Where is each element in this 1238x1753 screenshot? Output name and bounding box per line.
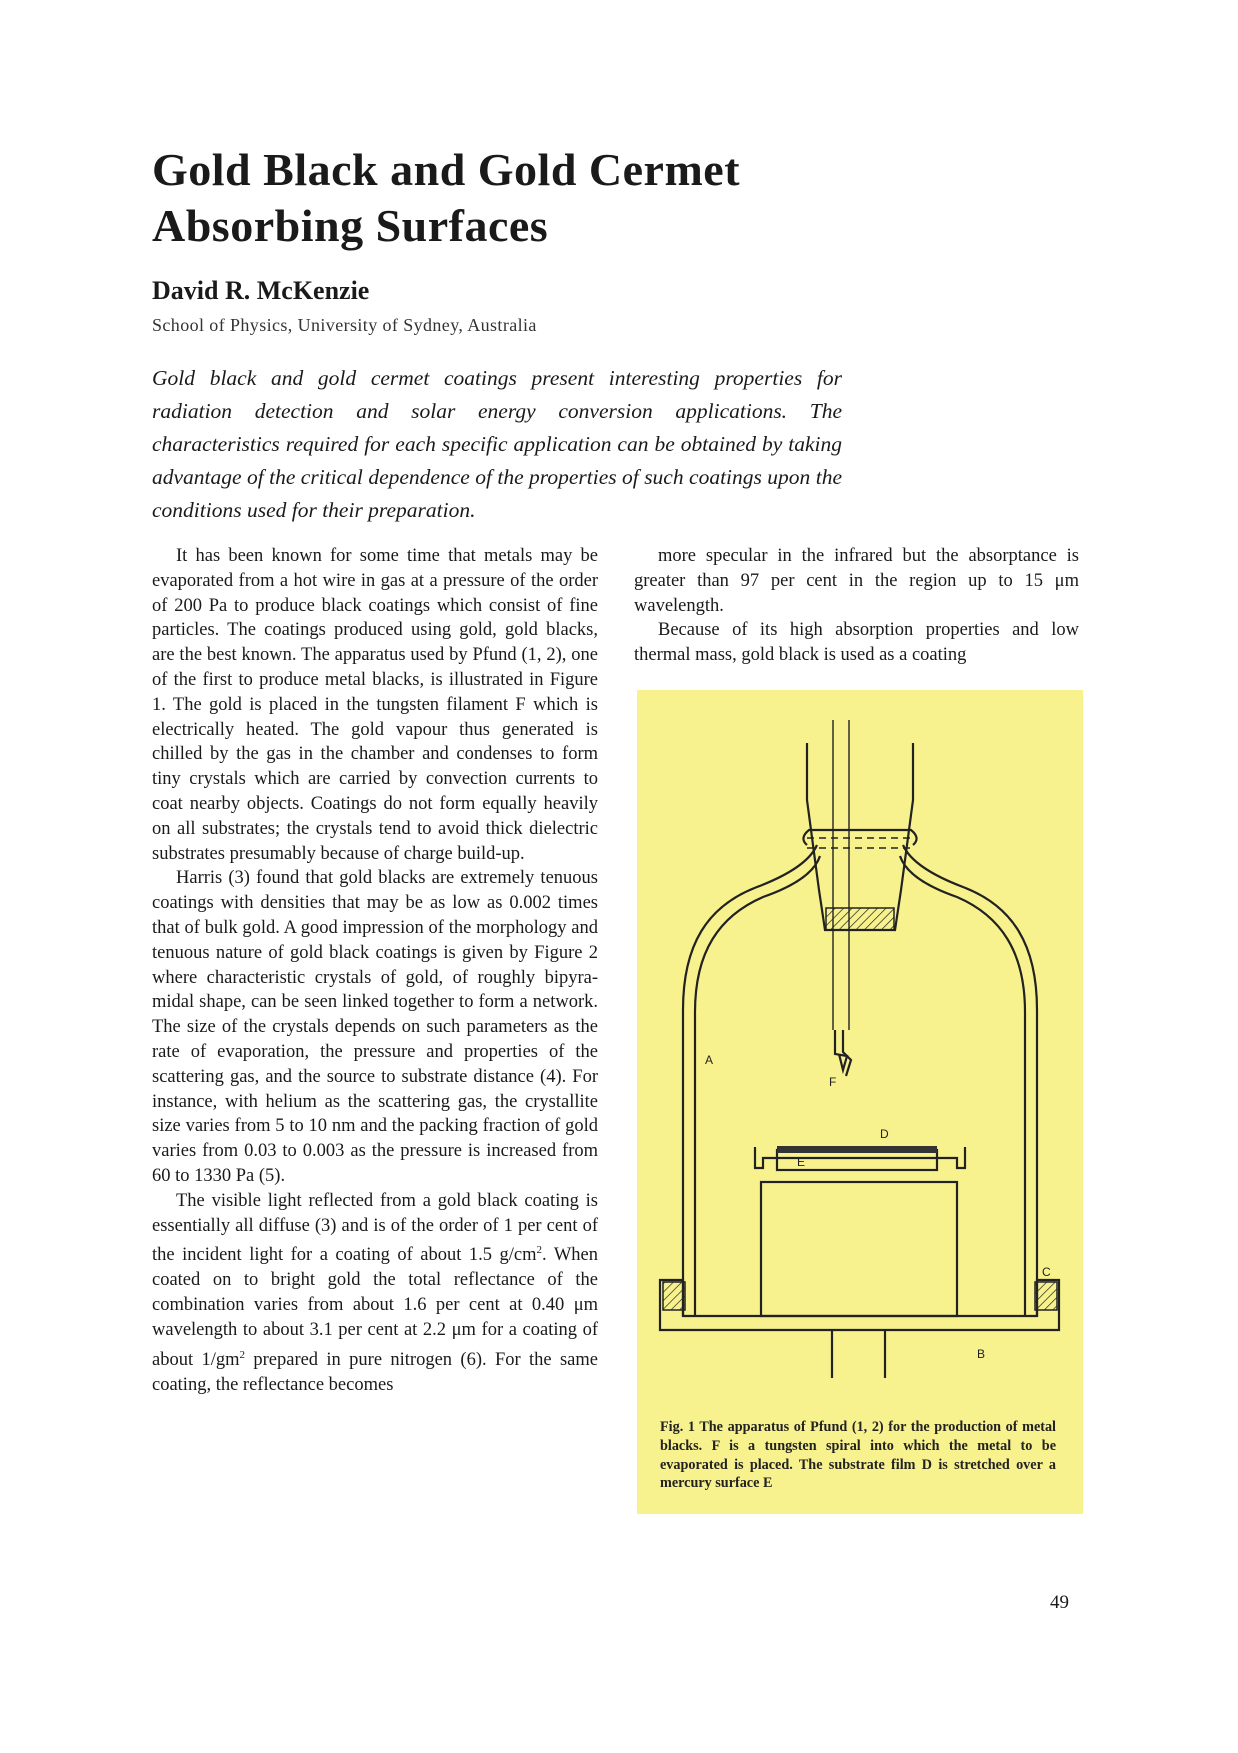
label-C: C <box>1042 1265 1051 1279</box>
bell-jar-inner <box>695 856 820 1316</box>
title-line-2: Absorbing Surfaces <box>152 200 549 251</box>
figure-caption: Fig. 1 The apparatus of Pfund (1, 2) for the production of metal blacks. F is a tungsten spiral into which the metal to be evaporated is placed. The substrate film D is stretched over a mercury surface E <box>660 1419 1056 1492</box>
author-affiliation: School of Physics, University of Sydney, Australia <box>152 315 537 335</box>
bell-jar-outer <box>903 845 1037 1316</box>
body-paragraph <box>152 1189 598 1398</box>
superscript: 2 <box>536 1244 543 1257</box>
page-number: 49 <box>1050 1592 1069 1613</box>
label-B: B <box>977 1347 986 1361</box>
label-F: F <box>829 1075 837 1089</box>
label-D: D <box>880 1127 889 1141</box>
superscript: 2 <box>239 1348 245 1361</box>
body-paragraph: Because of its high absorption properties and low thermal mass, gold black is used as a coating <box>634 620 1079 666</box>
stopper-seal-hatch <box>826 908 894 930</box>
bell-jar-outer <box>683 845 817 1316</box>
base-plate <box>660 1280 1059 1330</box>
gasket-left <box>663 1282 685 1310</box>
body-paragraph: Harris (3) found that gold blacks are extremely tenuous coatings with densities that may be as low as 0.002 times that of bulk gold. A good impression of the morphology and tenuous nature of gold black coatings is given by Figure 2 where characteristic crystals of gold, of roughly bipyramidal shape, can be seen linked together to form a network. The size of the crystals depends on such parameters as the rate of evaporation, the pressure and properties of the scattering gas, and the source to substrate distance (4). For instance, with helium as the scattering gas, the crystallite size varies from 5 to 10 nm and the packing fraction of gold varies from 0.03 to 0.003 as the pressure is increased from 60 to 1330 Pa (5). <box>152 868 598 1186</box>
article-title <box>152 142 952 254</box>
left-column <box>152 544 598 1397</box>
label-A: A <box>705 1053 714 1067</box>
author-name: David R. McKenzie <box>152 276 370 305</box>
figure-1 <box>637 690 1083 1514</box>
text-run: . When coated on to bright gold the total reflectance of the combination varies from about 1.6 per cent at 0.40 μm wavelength to about 3.1 per cent at 2.2 μm for a coating of about 1/gm <box>152 1245 598 1370</box>
body-paragraph: more specular in the infrared but the absorptance is greater than 97 per cent in the region up to 15 μm wavelength. <box>634 546 1079 616</box>
bell-jar-inner <box>900 856 1025 1316</box>
apparatus-diagram <box>637 690 1083 1410</box>
filament-F <box>835 1030 847 1070</box>
right-column <box>634 544 1079 668</box>
text-run: The visible light reflected from a gold black coating is essentially all diffuse (3) and is of the order of 1 per cent of the incident light for a coating of about 1.5 g/cm <box>152 1190 598 1266</box>
text-run: prepared in pure nitrogen (6). For the same coating, the reflectance becomes <box>152 1349 598 1395</box>
stand-block <box>761 1182 957 1316</box>
stopper <box>807 743 913 930</box>
body-paragraph: It has been known for some time that metals may be evaporated from a hot wire in gas at a pressure of the order of 200 Pa to produce black coatings which consist of fine particles. The coatings produced using gold, gold blacks, are the best known. The apparatus used by Pfund (1, 2), one of the first to produce metal blacks, is illustrated in Figure 1. The gold is placed in the tungsten filament F which is electrically heated. The gold vapour thus generated is chilled by the gas in the chamber and condenses to form tiny crystals which are carried by convection currents to coat nearby objects. Coatings do not form equally heavily on all substrates; the crystals tend to avoid thick dielectric substrates presumably because of charge build-up. <box>152 546 598 864</box>
title-line-1: Gold Black and Gold Cermet <box>152 144 741 195</box>
gasket-right <box>1035 1282 1057 1310</box>
label-E: E <box>797 1155 806 1169</box>
substrate-film-D <box>777 1146 937 1153</box>
abstract: Gold black and gold cermet coatings present interesting properties for radiation detection and solar energy conversion applications. The characteristics required for each specific application can be obtained by taking advantage of the critical dependence of the properties of such coatings upon the conditions used for their preparation. <box>152 366 842 522</box>
